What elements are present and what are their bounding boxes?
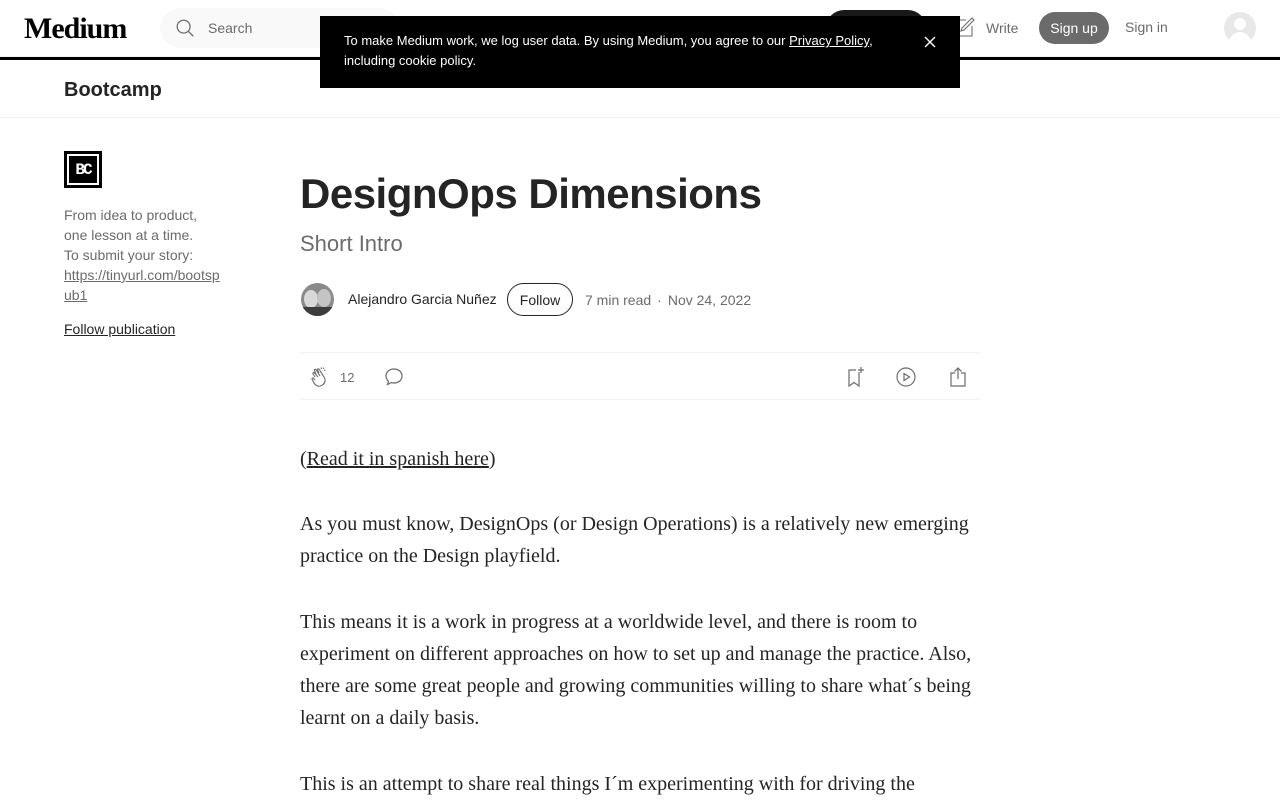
clap-button[interactable]: [308, 365, 354, 389]
listen-button[interactable]: [894, 365, 918, 389]
publication-description-line: To submit your story:: [64, 247, 194, 263]
response-icon: [382, 365, 406, 389]
article-paragraph: As you must know, DesignOps (or Design Operations) is a relatively new emerging practice on the Design playfield.: [300, 513, 969, 567]
spanish-version-paragraph: (Read it in spanish here): [300, 448, 496, 470]
cookie-text-after: , including cookie policy.: [344, 33, 873, 68]
write-link[interactable]: [952, 16, 1018, 40]
publication-description-line: From idea to product, one lesson at a time.: [64, 207, 198, 243]
submit-story-link[interactable]: https://tinyurl.com/bootspub1: [64, 267, 220, 303]
publication-name[interactable]: Bootcamp: [64, 79, 162, 101]
user-avatar[interactable]: [1224, 12, 1256, 44]
save-button[interactable]: [843, 365, 867, 389]
responses-button[interactable]: [382, 365, 406, 389]
share-icon: [946, 365, 970, 389]
clap-icon: [308, 365, 332, 389]
privacy-policy-link[interactable]: Privacy Policy: [789, 33, 870, 48]
article-action-bar: [300, 352, 980, 400]
close-icon[interactable]: [922, 34, 938, 50]
sign-in-link[interactable]: Sign in: [1125, 19, 1168, 35]
medium-logo[interactable]: Medium: [24, 12, 127, 45]
publication-description: [64, 205, 224, 305]
follow-publication-link[interactable]: Follow publication: [64, 321, 176, 337]
write-label: Write: [986, 20, 1019, 36]
cookie-banner: [320, 16, 960, 88]
article-paragraph: This is an attempt to share real things I´m experimenting with for driving the: [300, 773, 915, 795]
play-icon: [894, 365, 918, 389]
sign-up-button[interactable]: Sign up: [1039, 12, 1109, 44]
article-meta: 7 min read · Nov 24, 2022: [585, 292, 752, 308]
publication-logo[interactable]: BC: [64, 151, 102, 188]
search-icon: [174, 17, 196, 39]
clap-count: 12: [340, 369, 355, 385]
bookmark-add-icon: [843, 365, 867, 389]
share-button[interactable]: [946, 365, 970, 389]
author-name[interactable]: Alejandro Garcia Nuñez: [348, 291, 497, 307]
read-time: 7 min read: [585, 292, 652, 308]
article-paragraph: This means it is a work in progress at a worldwide level, and there is room to experiment on different approaches on how to set up and manage the practice. Also, there are some great people and growing communities willing to share what´s being learnt on a daily basis.: [300, 611, 972, 729]
spanish-version-link[interactable]: Read it in spanish here: [306, 448, 489, 470]
follow-author-button[interactable]: Follow: [507, 283, 573, 316]
cookie-text-before: To make Medium work, we log user data. By using Medium, you agree to our: [344, 33, 790, 48]
publish-date: Nov 24, 2022: [667, 292, 752, 308]
article-title: DesignOps Dimensions: [300, 170, 762, 217]
article-subtitle: Short Intro: [300, 231, 403, 256]
author-avatar[interactable]: [301, 283, 334, 316]
